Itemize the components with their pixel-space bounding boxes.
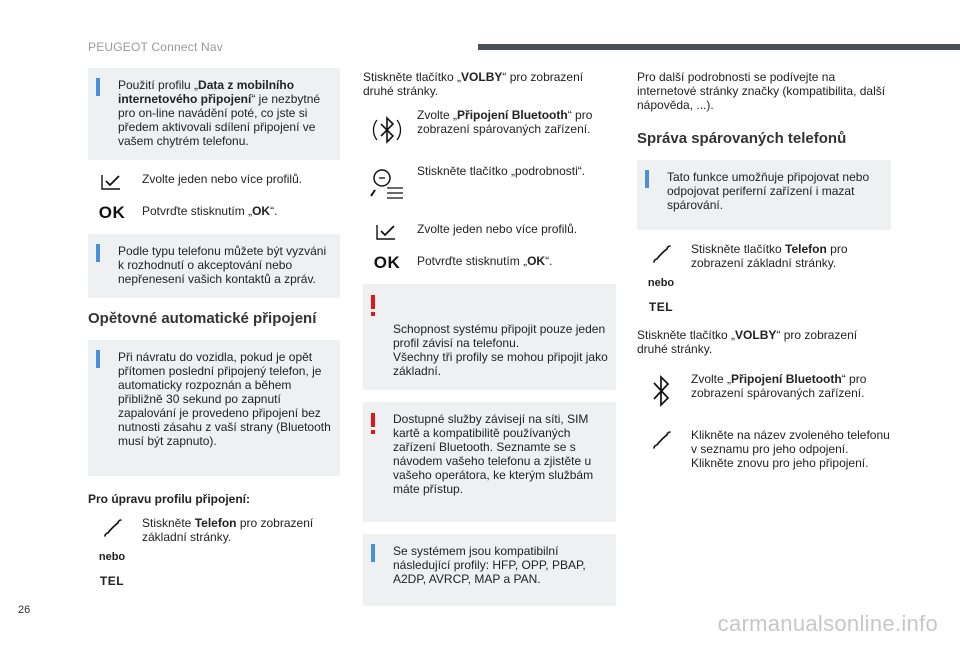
intro-text [363, 70, 616, 98]
info-box-mobile-data [88, 68, 340, 160]
tel-icon: TEL [99, 574, 125, 588]
bluetooth-icon [648, 374, 674, 408]
text: “. [270, 204, 278, 218]
subheading: Pro úpravu profilu připojení: [88, 492, 250, 506]
text: Se systémem jsou kompatibilní následující profily: HFP, OPP, PBAP, A2DP, AVRCP, MAP a PAN. [393, 544, 586, 586]
text: Použití profilu „ [118, 78, 199, 92]
phone-icon [101, 518, 123, 540]
step-text: Zvolte jeden nebo více profilů. [417, 222, 578, 236]
or-label: nebo [647, 277, 675, 289]
text: Stiskněte [142, 516, 195, 530]
step-text: Klikněte na název zvoleného telefonu v seznamu pro jeho odpojení. Klikněte znovu pro jeho připojení. [691, 428, 890, 470]
or-label: nebo [98, 551, 126, 563]
info-icon [96, 244, 100, 262]
info-icon [96, 350, 100, 368]
info-box-contacts [88, 234, 340, 298]
text: Potvrďte stisknutím „ [142, 204, 253, 218]
bluetooth-signal-icon [367, 110, 407, 150]
text: Tato funkce umožňuje připojovat nebo odpojovat periferní zařízení i mazat spárování. [667, 170, 870, 212]
bold-text: Data z mobilního internetového připojení [118, 78, 295, 106]
text: Podle typu telefonu můžete být vyzváni k rozhodnutí o akceptování nebo nepřenesení vašich kontaktů a zpráv. [118, 244, 327, 286]
warning-box-profiles [363, 284, 616, 390]
bold-text: Telefon [194, 516, 237, 530]
step-press-phone [637, 242, 891, 314]
tel-icon: TEL [648, 300, 674, 314]
text: Stiskněte tlačítko „ [637, 328, 736, 342]
page-number: 26 [18, 604, 31, 616]
text: Při návratu do vozidla, pokud je opět přítomen poslední připojený telefon, je automaticky rozpoznán a během přibližně 30 sekund po zapnutí zapalování je provedeno připojení bez nutnosti zásahu z vaší strany (Bluetooth musí být zapnuto). [118, 350, 331, 448]
step-confirm-ok [88, 204, 340, 220]
step-bluetooth [363, 108, 616, 150]
bold-text: VOLBY [735, 328, 777, 342]
step-press-phone [88, 516, 340, 588]
bold-text: OK [252, 204, 271, 218]
header-bar [478, 44, 960, 50]
text: Schopnost systému připojit pouze jeden profil závisí na telefonu. Všechny tři profily se mohou připojit jako základní. [393, 322, 608, 378]
warning-icon [371, 295, 375, 309]
text: Stiskněte tlačítko [691, 242, 786, 256]
section-heading: Opětovné automatické připojení [88, 310, 317, 327]
intro-text: Pro další podrobnosti se podívejte na internetové stránky značky (kompatibilita, další nápověda, ...). [637, 70, 886, 112]
text: Zvolte „ [691, 372, 732, 386]
details-search-list-icon [369, 166, 405, 202]
info-icon [371, 544, 375, 562]
bold-text: Telefon [785, 242, 827, 256]
ok-icon: OK [98, 203, 126, 222]
ok-icon: OK [373, 253, 401, 272]
checkbox-select-icon [101, 174, 123, 190]
text: pro zobrazení základní stránky. [142, 516, 314, 544]
options-text [637, 328, 891, 356]
text: Stiskněte tlačítko „ [363, 70, 462, 84]
text: “ pro zobrazení spárovaných zařízení. [691, 372, 867, 400]
warning-box-services [363, 402, 616, 522]
text: “ pro zobrazení druhé stránky. [637, 328, 858, 356]
text: pro zobrazení základní stránky. [691, 242, 848, 270]
bold-text: Připojení Bluetooth [731, 372, 842, 386]
step-text: Stiskněte tlačítko „podrobnosti“. [417, 164, 586, 178]
info-box-auto-reconnect [88, 340, 340, 476]
text: Zvolte „ [417, 108, 458, 122]
phone-icon [650, 430, 672, 452]
bold-text: OK [527, 254, 546, 268]
step-details [363, 164, 616, 202]
info-box-manage [637, 160, 891, 230]
text: “ pro zobrazení spárovaných zařízení. [417, 108, 593, 136]
bold-text: VOLBY [461, 70, 503, 84]
text: “. [545, 254, 553, 268]
info-icon [96, 78, 100, 96]
step-text: Zvolte jeden nebo více profilů. [142, 172, 303, 186]
bold-text: Připojení Bluetooth [457, 108, 568, 122]
phone-icon [650, 244, 672, 266]
text: Potvrďte stisknutím „ [417, 254, 528, 268]
running-header: PEUGEOT Connect Nav [88, 40, 223, 54]
text: “ pro zobrazení druhé stránky. [363, 70, 584, 98]
warning-icon [371, 413, 375, 427]
column-3 [637, 68, 891, 484]
section-heading: Správa spárovaných telefonů [637, 130, 847, 147]
text: Dostupné služby závisejí na síti, SIM kartě a kompatibilitě používaných zařízení Bluetooth. Seznamte se s návodem vašeho telefonu a zjistěte u vašeho operátora, ke kterým službám máte přístup. [393, 412, 594, 496]
text: “ je nezbytné pro on-line navádění poté, co jste si předem aktivovali sdílení připojení ve vašem chytrém telefonu. [118, 92, 321, 148]
watermark: carmanualsonline.info [717, 611, 938, 636]
column-1 [88, 68, 340, 602]
checkbox-select-icon [376, 224, 398, 240]
info-box-compatible-profiles [363, 534, 616, 606]
step-select-profiles [363, 222, 616, 240]
column-2 [363, 68, 616, 618]
step-bluetooth [637, 372, 891, 408]
step-select-profiles [88, 172, 340, 190]
step-click-phone-name [637, 428, 891, 470]
step-confirm-ok [363, 254, 616, 270]
info-icon [645, 170, 649, 188]
